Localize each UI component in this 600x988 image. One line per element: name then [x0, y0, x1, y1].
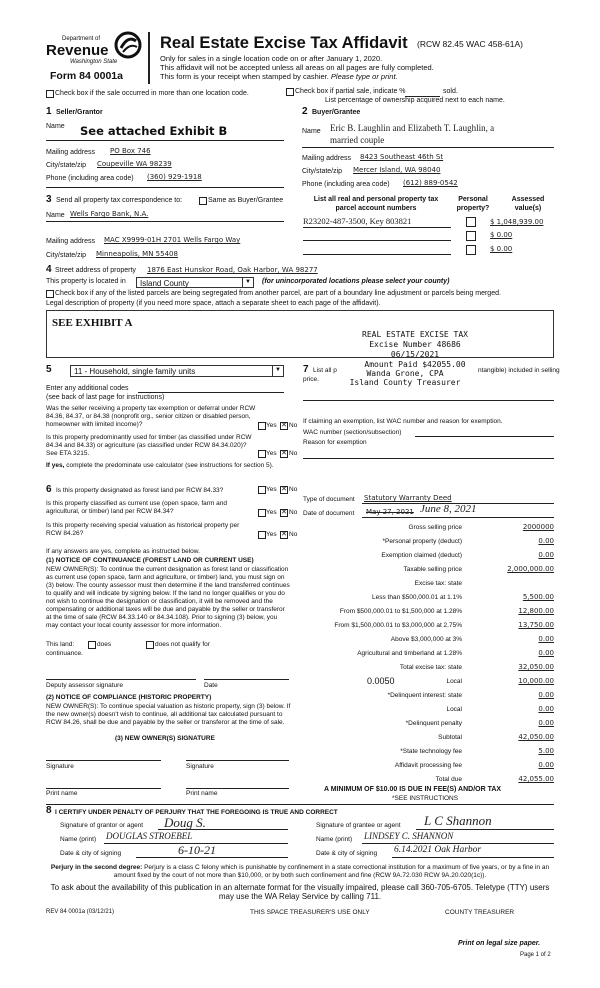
- same-as-buyer-checkbox[interactable]: [199, 197, 207, 205]
- wac-number-label: WAC number (section/subsection): [303, 429, 402, 436]
- grantor-signature-line[interactable]: [158, 829, 288, 830]
- historical-no-checkbox-checked[interactable]: ✕: [281, 531, 287, 538]
- seller-phone: (360) 929-1918: [147, 173, 202, 181]
- logo-revenue: Revenue: [46, 42, 109, 59]
- tax-row-label: *Delinquent penalty: [405, 720, 462, 727]
- corr-name-label: Name: [46, 212, 65, 219]
- buyer-phone-label: Phone (including area code): [302, 181, 390, 188]
- availability-note: To ask about the availability of this publication in an alternate format for the visually impaired, please call 360-705-6705. Teletype (TTY) users may use the WA Relay Service by calling 711.: [50, 883, 550, 901]
- section-6-number: 6: [46, 484, 52, 495]
- forest-no-checkbox-checked[interactable]: ✕: [281, 486, 287, 493]
- seller-mailing-label: Mailing address: [46, 149, 96, 156]
- document-date-struck: May 27, 2021: [366, 508, 414, 516]
- tax-row-label: Less than $500,000.01 at 1.1%: [372, 594, 462, 601]
- document-date-handwritten: June 8, 2021: [420, 503, 477, 515]
- grantee-signature-line[interactable]: [416, 829, 554, 830]
- tax-row-label: *Personal property (deduct): [382, 538, 462, 545]
- seller-name: See attached Exhibit B: [80, 124, 228, 138]
- buyer-mailing: 8423 Southeast 46th St: [360, 153, 444, 161]
- section-8-number: 8: [46, 805, 52, 816]
- seller-section-bottom: [46, 187, 284, 188]
- owner-signature-label-2: Signature: [186, 763, 214, 770]
- section-2-number: 2: [302, 106, 308, 117]
- buyer-name-line1: Eric B. Laughlin and Elizabeth T. Laughlin, a: [330, 123, 495, 133]
- legal-description-label: Legal description of property (if you need more space, attach a separate sheet to each page of the affidavit).: [46, 300, 381, 307]
- timber-yes-label: Yes: [266, 450, 277, 457]
- exemption-question: Was the seller receiving a property tax exemption or deferral under RCW 84.36, 84.37, or 84.38 (nonprofit org., senior citizen or disabled person, homeowner with limited income)?: [46, 405, 256, 428]
- tax-row-label: Local: [446, 678, 462, 685]
- section-7-personal-line: [303, 400, 554, 401]
- additional-codes-note: (see back of last page for instructions): [46, 394, 165, 401]
- tax-row-label: Above $3,000,000 at 3%: [390, 636, 462, 643]
- tax-row-value: 5,500.00: [522, 593, 554, 601]
- parcel-account: R23202-487-3500, Key 803821: [303, 216, 412, 226]
- corr-mailing: MAC X9999-01H 2701 Wells Fargo Way: [104, 236, 241, 244]
- rcw-reference: (RCW 82.45 WAC 458-61A): [417, 39, 523, 49]
- current-use-no-checkbox-checked[interactable]: ✕: [281, 509, 287, 516]
- buyer-mailing-label: Mailing address: [302, 155, 352, 162]
- buyer-name-line2: married couple: [330, 135, 385, 145]
- exemption-yes-checkbox[interactable]: [258, 422, 266, 430]
- parcel-personal-checkbox[interactable]: [466, 231, 476, 241]
- continuance-label: continuance.: [46, 650, 83, 657]
- unincorporated-note: (for unincorporated locations please select your county): [262, 278, 450, 285]
- corr-city: Minneapolis, MN 55408: [96, 250, 178, 258]
- multi-location-label: Check box if the sale occurred in more than one location code.: [55, 90, 249, 97]
- same-as-buyer-label: Same as Buyer/Grantee: [208, 197, 284, 204]
- current-use-question: Is this property classified as current use (open space, farm and agricultural, or timber) land per RCW 84.34?: [46, 500, 228, 515]
- seller-name-label: Name: [46, 123, 65, 130]
- owner-print-line-2[interactable]: [186, 788, 289, 789]
- tax-row-value: 32,050.00: [518, 663, 554, 671]
- located-label: This property is located in: [46, 278, 126, 285]
- tax-row-value: 0.00: [538, 635, 554, 643]
- deputy-date-line[interactable]: [204, 679, 289, 680]
- owner-print-label-1: Print name: [46, 790, 78, 797]
- tax-row-value: 2,000,000.00: [507, 565, 554, 573]
- grantee-name-label: Name (print): [316, 836, 353, 843]
- land-use-value: 11 - Household, single family units: [74, 367, 196, 376]
- deputy-date-label: Date: [204, 682, 218, 689]
- parcel-value: $ 0.00: [490, 245, 513, 253]
- parcel-col-assessed: Assessed value(s): [511, 196, 545, 212]
- tax-row-label: Exemption claimed (deduct): [381, 552, 462, 559]
- section-7-list-a: List all p: [313, 367, 337, 374]
- county-select-value: Island County: [140, 279, 189, 288]
- revision-code: REV 84 0001a (03/12/21): [46, 909, 115, 915]
- this-land-label: This land:: [46, 641, 75, 648]
- tax-row-label: Agricultural and timberland at 1.28%: [357, 650, 462, 657]
- grantor-name: DOUGLAS STROEBEL: [106, 831, 193, 841]
- grantor-date-label: Date & city of signing: [60, 850, 122, 857]
- does-not-qualify-checkbox[interactable]: [146, 641, 154, 649]
- seller-city: Coupeville WA 98239: [97, 160, 172, 168]
- parcel-col-personal: Personal property?: [456, 196, 490, 212]
- owner-signature-line-2[interactable]: [186, 760, 289, 761]
- form-number: Form 84 0001a: [50, 70, 123, 82]
- tax-row-label: *Delinquent interest: state: [387, 692, 462, 699]
- tax-row-label: Affidavit processing fee: [394, 762, 462, 769]
- corr-name-line: [46, 221, 284, 222]
- minimum-fee-note: A MINIMUM OF $10.00 IS DUE IN FEE(S) AND/OR TAX: [324, 786, 502, 793]
- document-type: Statutory Warranty Deed: [364, 494, 452, 502]
- stamp-line-5: Wanda Grone, CPA: [366, 369, 444, 378]
- tax-row-value: 10,000.00: [518, 677, 554, 685]
- additional-codes-label: Enter any additional codes: [46, 385, 129, 392]
- forest-question: Is this property designated as forest land per RCW 84.33?: [56, 487, 224, 494]
- tax-row-value: 5.00: [538, 747, 554, 755]
- tax-row-value: 0.00: [538, 705, 554, 713]
- header-note-2: This affidavit will not be accepted unless all areas on all pages are fully completed.: [160, 63, 434, 72]
- tax-row-label: Gross selling price: [408, 524, 462, 531]
- stamp-line-6: Island County Treasurer: [349, 378, 461, 387]
- tax-row-value: 0.00: [538, 719, 554, 727]
- corr-mailing-label: Mailing address: [46, 238, 96, 245]
- notice-2-title: (2) NOTICE OF COMPLIANCE (HISTORIC PROPERTY): [46, 694, 212, 701]
- street-label: Street address of property: [55, 267, 136, 274]
- timber-no-checkbox-checked[interactable]: ✕: [281, 450, 287, 457]
- notice-3-title: (3) NEW OWNER(S) SIGNATURE: [115, 735, 215, 742]
- tax-row-label: Subtotal: [438, 734, 462, 741]
- notice-2-body: NEW OWNER(S): To continue special valuation as historic property, sign (3) below. If the new owner(s) doesn't wish to continue, all additional tax calculated pursuant to RCW 84.26, shall be due and payable by the seller or transferor at the time of sale.: [46, 703, 291, 726]
- multi-location-checkbox[interactable]: [46, 90, 54, 98]
- parcel-value: $ 0.00: [490, 231, 513, 239]
- tax-row-label: From $500,000.01 to $1,500,000 at 1.28%: [339, 608, 462, 615]
- parcel-col-accounts: List all real and personal property tax parcel account numbers: [313, 196, 439, 212]
- tax-row-value: 42,055.00: [518, 775, 554, 783]
- tax-row-value: 0.00: [538, 551, 554, 559]
- document-date-label: Date of document: [303, 510, 355, 517]
- document-type-label: Type of document: [303, 496, 355, 503]
- chevron-down-icon[interactable]: ▼: [272, 366, 283, 376]
- grantor-signature-label: Signature of grantor or agent: [60, 822, 144, 829]
- segregated-checkbox[interactable]: [46, 290, 54, 298]
- local-rate: 0.0050: [367, 676, 395, 686]
- owner-print-line-1[interactable]: [46, 788, 161, 789]
- deputy-signature-label: Deputy assessor signature: [46, 682, 123, 689]
- section-3-number: 3: [46, 194, 52, 205]
- forest-yes-label: Yes: [266, 486, 277, 493]
- tax-row-value: 0.00: [538, 537, 554, 545]
- exemption-reason-label: Reason for exemption: [303, 439, 367, 446]
- percent-list-note: List percentage of ownership acquired next to each name.: [325, 97, 505, 104]
- tax-row-value: 0.00: [538, 761, 554, 769]
- logo-department-of: Department of: [62, 36, 101, 42]
- grantor-signature: Doug S.: [164, 815, 206, 830]
- forest-yes-checkbox[interactable]: [258, 486, 266, 494]
- does-label: does: [97, 641, 112, 648]
- parcel-value: $ 1,048,939.00: [490, 218, 544, 226]
- grantor-date: 6-10-21: [178, 843, 216, 857]
- header-note-3: This form is your receipt when stamped by cashier. Please type or print.: [160, 72, 398, 81]
- grantee-date-line[interactable]: [392, 857, 554, 858]
- grantee-name-line[interactable]: [362, 843, 554, 844]
- grantee-name: LINDSEY C. SHANNON: [364, 831, 454, 841]
- owner-signature-line-1[interactable]: [46, 760, 161, 761]
- parcel-account-line: [303, 254, 451, 255]
- section-7-list-b: price.: [303, 376, 319, 383]
- section-1-number: 1: [46, 106, 52, 117]
- section-7-list-c: ntangible) included in selling: [478, 367, 560, 374]
- tax-row-label: Taxable selling price: [403, 566, 462, 573]
- current-use-yes-checkbox[interactable]: [258, 509, 266, 517]
- buyer-city: Mercer Island, WA 98040: [353, 166, 441, 174]
- document-date-line: [362, 517, 554, 518]
- header-divider: [148, 32, 150, 84]
- exemption-reason-line: [303, 458, 554, 459]
- seller-mailing: PO Box 746: [110, 147, 151, 155]
- tax-row-value: 2000000: [522, 523, 554, 531]
- land-use-select[interactable]: [70, 365, 284, 377]
- exemption-no-label: No: [289, 422, 298, 429]
- section-4-number: 4: [46, 264, 52, 275]
- historical-no-label: No: [289, 531, 298, 538]
- owner-print-label-2: Print name: [186, 790, 218, 797]
- grantor-date-line[interactable]: [136, 857, 288, 858]
- parcel-account-line: [303, 227, 451, 228]
- perjury-notice: Perjury in the second degree: Perjury is a class C felony which is punishable by confinement in a state correctional institution for a maximum of five years, or by a fine in an amount fixed by the court of not more than $10,000, or by both such confinement and fine (RCW 9A.72.030 RCW 9A.20.020(1c)).: [50, 864, 550, 879]
- tax-row-label: Excise tax: state: [414, 580, 462, 587]
- historical-question: Is this property receiving special valuation as historical property per RCW 84.26?: [46, 522, 240, 537]
- stamp-line-2: Excise Number 48686: [369, 340, 461, 349]
- section-8-top-line: [46, 804, 554, 805]
- tax-row-label: *State technology fee: [400, 748, 462, 755]
- correspondence-label: Send all property tax correspondence to:: [56, 197, 183, 204]
- buyer-phone: (612) 889-0542: [403, 179, 458, 187]
- current-use-no-label: No: [289, 509, 298, 516]
- tax-row-label: Total due: [435, 776, 462, 783]
- tax-row-value: 12,800.00: [518, 607, 554, 615]
- county-treasurer-label: COUNTY TREASURER: [445, 909, 515, 916]
- county-select[interactable]: [136, 277, 254, 288]
- wac-number-field[interactable]: [415, 436, 554, 437]
- property-street: 1876 East Hunskor Road, Oak Harbor, WA 98277: [147, 266, 318, 274]
- page-title: Real Estate Excise Tax Affidavit: [160, 34, 408, 52]
- section-5-number: 5: [46, 364, 52, 375]
- revenue-swirl-icon: [114, 31, 142, 59]
- grantor-name-label: Name (print): [60, 836, 97, 843]
- seller-heading: Seller/Grantor: [56, 109, 103, 116]
- notice-1-body: NEW OWNER(S): To continue the current designation as forest land or classification as current use (open space, farm and agriculture, or timber) land, you must sign on (3) below. The county assessor must then determine if the land transferred continues to qualify and will indicate by signing below. If the land no longer qualifies or you do not wish to continue the designation or classification, it will be removed and the compensating or additional taxes will be due and payable by the seller or transferor at the time of sale (RCW 84.33.140 or 84.34.108). Prior to signing (3) below, you may contact your local county assessor for more information.: [46, 566, 290, 629]
- grantee-date: 6.14.2021 Oak Harbor: [394, 845, 482, 855]
- claim-exemption-label: If claiming an exemption, list WAC number and reason for exemption.: [303, 418, 503, 425]
- timber-note: If yes, complete the predominate use calculator (see instructions for section 5).: [46, 462, 274, 469]
- header-note-1: Only for sales in a single location code on or after January 1, 2020.: [160, 54, 383, 63]
- chevron-down-icon[interactable]: ▼: [242, 278, 253, 287]
- treasurer-use-only: THIS SPACE TREASURER'S USE ONLY: [250, 909, 370, 916]
- parcel-personal-checkbox[interactable]: [466, 217, 476, 227]
- deputy-signature-line[interactable]: [46, 679, 196, 680]
- parcel-account-line: [303, 240, 451, 241]
- tax-row-label: Total excise tax: state: [399, 664, 462, 671]
- historical-yes-checkbox[interactable]: [258, 531, 266, 539]
- buyer-heading: Buyer/Grantee: [312, 109, 361, 116]
- buyer-city-label: City/state/zip: [302, 168, 343, 175]
- timber-no-label: No: [289, 450, 298, 457]
- corr-name: Wells Fargo Bank, N.A.: [70, 210, 149, 218]
- grantee-date-label: Date & city of signing: [316, 850, 378, 857]
- timber-question: Is this property predominantly used for timber (as classified under RCW 84.34 and 84.33) or agriculture (as classified under RCW 84.34.020)? See ETA 3215.: [46, 434, 252, 457]
- if-yes-note: If any answers are yes, complete as instructed below.: [46, 548, 200, 555]
- legal-description-text: SEE EXHIBIT A: [52, 317, 133, 329]
- buyer-name-line: [302, 147, 554, 148]
- print-legal-note: Print on legal size paper.: [458, 940, 541, 947]
- exemption-yes-label: Yes: [266, 422, 277, 429]
- partial-sale-sold: sold.: [443, 88, 458, 95]
- does-qualify-checkbox[interactable]: [88, 641, 96, 649]
- tax-row-value: 13,750.00: [518, 621, 554, 629]
- seller-name-line: [46, 140, 284, 141]
- segregated-label: Check box if any of the listed parcels are being segregated from another parcel, are part of a boundary line adjustment or parcels being merged.: [55, 290, 501, 297]
- tax-row-label: From $1,500,000.01 to $3,000,000 at 2.75%: [334, 622, 462, 629]
- stamp-line-1: REAL ESTATE EXCISE TAX: [362, 330, 468, 339]
- buyer-name-label: Name: [302, 128, 321, 135]
- tax-row-value: 42,050.00: [518, 733, 554, 741]
- corr-city-label: City/state/zip: [46, 252, 87, 259]
- does-not-label: does not qualify for: [155, 641, 210, 648]
- forest-no-label: No: [289, 486, 298, 493]
- stamp-line-3: 06/15/2021: [390, 350, 440, 359]
- logo-washington-state: Washington State: [70, 59, 118, 65]
- grantee-signature-label: Signature of grantee or agent: [316, 822, 401, 829]
- additional-codes-field[interactable]: [138, 392, 284, 393]
- seller-phone-label: Phone (including area code): [46, 175, 134, 182]
- timber-yes-checkbox[interactable]: [258, 450, 266, 458]
- section-7-number: 7: [303, 364, 309, 375]
- tax-row-value: 0.00: [538, 691, 554, 699]
- seller-city-label: City/state/zip: [46, 162, 87, 169]
- partial-sale-label: Check box if partial sale, indicate %: [295, 88, 406, 95]
- stamp-line-4: Amount Paid $42055.00: [364, 360, 466, 369]
- certify-heading: I CERTIFY UNDER PENALTY OF PERJURY THAT THE FOREGOING IS TRUE AND CORRECT: [55, 809, 338, 816]
- see-instructions-note: *SEE INSTRUCTIONS: [392, 795, 459, 802]
- notice-1-title: (1) NOTICE OF CONTINUANCE (FOREST LAND OR CURRENT USE): [46, 557, 254, 564]
- grantee-signature: L C Shannon: [424, 813, 492, 828]
- historical-yes-label: Yes: [266, 531, 277, 538]
- exemption-no-checkbox-checked[interactable]: ✕: [281, 422, 287, 429]
- tax-row-label: Local: [446, 706, 462, 713]
- owner-signature-label-1: Signature: [46, 763, 74, 770]
- current-use-yes-label: Yes: [266, 509, 277, 516]
- parcel-personal-checkbox[interactable]: [466, 245, 476, 255]
- tax-row-value: 0.00: [538, 649, 554, 657]
- page-number: Page 1 of 2: [520, 952, 551, 958]
- partial-sale-checkbox[interactable]: [286, 88, 294, 96]
